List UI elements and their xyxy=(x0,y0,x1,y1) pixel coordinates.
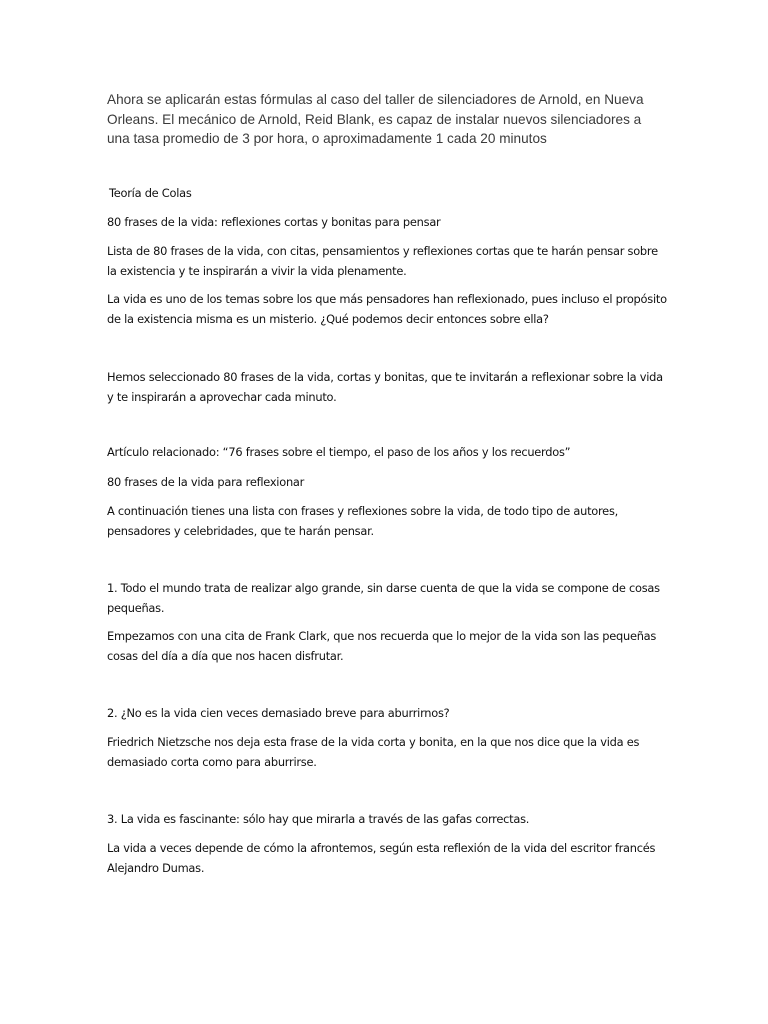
paragraph-list-intro: A continuación tienes una lista con frases y reflexiones sobre la vida, de todo tipo de autores, pensadores y celebridades, que te harán pensar. xyxy=(107,504,618,538)
paragraph-life-theme: La vida es uno de los temas sobre los que más pensadores han reflexionado, pues incluso el propósito de la existencia misma es un misterio. ¿Qué podemos decir entonces sobre ella? xyxy=(107,292,667,326)
intro-paragraph: Ahora se aplicarán estas fórmulas al caso del taller de silenciadores de Arnold, en Nueva Orleans. El mecánico de Arnold, Reid Blank, es capaz de instalar nuevos silenciadores a una tasa promedio de 3 por hora, o aproximadamente 1 cada 20 minutos xyxy=(107,92,644,146)
subheading-phrases: 80 frases de la vida para reflexionar xyxy=(107,475,305,489)
quote-2-comment: Friedrich Nietzsche nos deja esta frase de la vida corta y bonita, en la que nos dice que la vida es demasiado corta como para aburrirse. xyxy=(107,735,640,769)
article-summary: Lista de 80 frases de la vida, con citas, pensamientos y reflexiones cortas que te harán pensar sobre la existencia y te inspirarán a vivir la vida plenamente. xyxy=(107,244,658,278)
quote-3-comment: La vida a veces depende de cómo la afrontemos, según esta reflexión de la vida del escritor francés Alejandro Dumas. xyxy=(107,841,656,875)
quote-1: 1. Todo el mundo trata de realizar algo grande, sin darse cuenta de que la vida se compone de cosas pequeñas. xyxy=(107,581,660,615)
quote-1-comment: Empezamos con una cita de Frank Clark, que nos recuerda que lo mejor de la vida son las pequeñas cosas del día a día que nos hacen disfrutar. xyxy=(107,629,657,663)
related-article: Artículo relacionado: “76 frases sobre el tiempo, el paso de los años y los recuerdos” xyxy=(107,445,571,459)
quote-3: 3. La vida es fascinante: sólo hay que mirarla a través de las gafas correctas. xyxy=(107,812,530,826)
article-heading: 80 frases de la vida: reflexiones cortas y bonitas para pensar xyxy=(107,215,441,229)
paragraph-selection: Hemos seleccionado 80 frases de la vida, cortas y bonitas, que te invitarán a reflexionar sobre la vida y te inspirarán a aprovechar cada minuto. xyxy=(107,370,663,404)
quote-2: 2. ¿No es la vida cien veces demasiado breve para aburrirnos? xyxy=(107,706,450,720)
section-title: Teoría de Colas xyxy=(109,186,192,200)
